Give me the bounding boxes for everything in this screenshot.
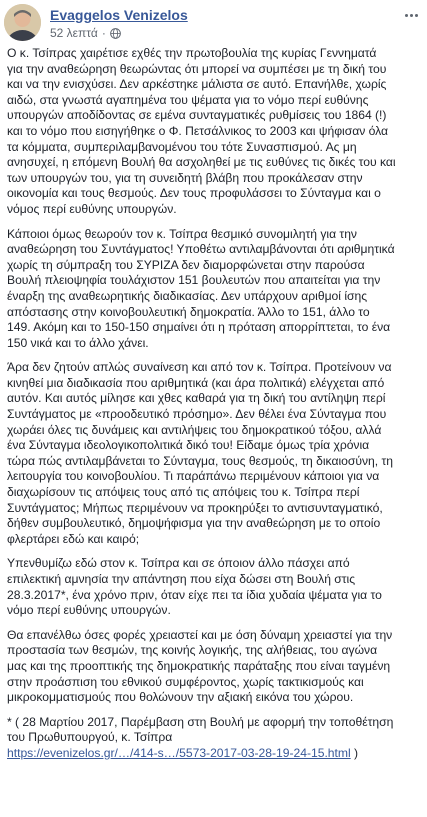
avatar-image bbox=[4, 4, 41, 41]
post-paragraph: Άρα δεν ζητούν απλώς συναίνεση και από τον κ. Τσίπρα. Προτείνουν να κινηθεί μια διαδικασία που αριθμητικά (και άρα πολιτικά) ελέγχεται από αυτόν. Και αυτός μίλησε και χθες καθαρά για τη δική του αντίληψη περί Συντάγματος με «προοδευτικό πρόσημο». Δεν θέλει ένα Σύνταγμα που χωράει όλες τις δυνάμεις και αντιλήψεις του δημοκρατικού τόξου, αλλά ένα Σύνταγμα ιδεολογικοπολιτικά δικό του! Είδαμε όμως τρία χρόνια τώρα πώς αντιλαμβάνεται το Σύνταγμα, τους θεσμούς, τη δικαιοσύνη, τη λειτουργία του κοινοβουλίου. Τι παράπάνω περιμένουν κάποιοι για να διαχωρίσουν τις απόψεις τους από τις απόψεις του κ. Τσίπρα περί Συντάγματος; Μήπως περιμένουν να προκηρύξει το αντισυνταγματικό, δήθεν συμβουλευτικό, δημοψήφισμα για την αναθεώρηση με το οποίο φλερτάρει εδώ και καιρό; bbox=[7, 360, 393, 546]
author-name-link[interactable]: Evaggelos Venizelos bbox=[50, 7, 188, 23]
post-footnote bbox=[7, 715, 422, 762]
post-paragraph: Υπενθυμίζω εδώ στον κ. Τσίπρα και σε όποιον άλλο πάσχει από επιλεκτική αμνησία την απάντηση που είχα δώσει στη Βουλή στις 28.3.2017*, ένα χρόνο πριν, όταν είχε πει τα ίδια χυδαία ψέματα για το νόμο περί ευθύνης υπουργών. bbox=[7, 556, 382, 618]
meta-separator: · bbox=[101, 26, 106, 40]
footnote-text: * ( 28 Μαρτίου 2017, Παρέμβαση στη Βουλή με αφορμή την τοποθέτηση του Πρωθυπουργού, κ. Τσίπρα bbox=[7, 714, 394, 745]
globe-icon bbox=[110, 28, 121, 39]
post-timestamp[interactable]: 52 λεπτά bbox=[50, 26, 98, 40]
post-paragraph: Θα επανέλθω όσες φορές χρειαστεί και με όση δύναμη χρειαστεί για την προστασία των θεσμών, της κοινής λογικής, της αλήθειας, του αγώνα μας και της προοπτικής της δημοκρατικής παράταξης που είναι ταγμένη στην προάσπιση του εθνικού συμφέροντος, χωρίς τακτικισμούς και μικροκομματισμούς που θολώνουν την αξιακή εικόνα του χώρου. bbox=[7, 627, 393, 705]
source-link[interactable]: https://evenizelos.gr/…/414-s…/5573-2017-03-28-19-24-15.html bbox=[7, 745, 351, 760]
post-header bbox=[0, 0, 427, 46]
author-avatar[interactable] bbox=[4, 4, 41, 41]
more-options-icon[interactable] bbox=[401, 8, 421, 22]
post-body bbox=[7, 46, 422, 762]
footnote-close: ) bbox=[350, 745, 359, 760]
post-meta bbox=[50, 26, 121, 40]
post-paragraph: Ο κ. Τσίπρας χαιρέτισε εχθές την πρωτοβουλία της κυρίας Γεννηματά για την αναθεώρηση θεωρώντας ότι μπορεί να συμπέσει με τη δική του και να την ενισχύσει. Δεν αρκέστηκε μάλιστα σε αυτό. Επανήλθε, χωρίς αιδώ, στα γνωστά αγαπημένα του ψέματα για το νόμο περί ευθύνης υπουργών αποδίδοντας σε εμένα συνταγματικές ρυθμίσεις του 1864 (!) και το νόμο που εισηγήθηκε ο Φ. Πετσάλνικος το 2003 και ψήφισαν όλα τα κόμματα, συμπεριλαμβανομένου του τότε Συνασπισμού. Ας μη ανησυχεί, η επόμενη Βουλή θα ασχοληθεί με τις ευθύνες τις δικές του και των υπουργών του, για τη συνειδητή βλάβη που προκάλεσαν στην οικονομία και τους θεσμούς. Δεν τους προφυλάσσει το Σύνταγμα και ο νόμος περί ευθύνης υπουργών. bbox=[7, 46, 396, 216]
post-paragraph: Κάποιοι όμως θεωρούν τον κ. Τσίπρα θεσμικό συνομιλητή για την αναθεώρηση του Συντάγματος! Υποθέτω αντιλαμβάνονται ότι αριθμητικά χωρίς τη σύμπραξη του ΣΥΡΙΖΑ δεν διαμορφώνεται στην παρούσα Βουλή πλειοψηφία τουλάχιστον 151 βουλευτών που απαιτείται για την έναρξη της αναθεωρητικής διαδικασίας. Δεν υπάρχουν αριθμοί ίσης απόστασης στην κοινοβουλευτική δημοκρατία. Άλλο το 151, άλλο το 149. Ακόμη και το 150-150 σημαίνει ότι η πρόταση απορρίπτεται, το ένα 150 νικά και το άλλο χάνει. bbox=[7, 226, 395, 350]
